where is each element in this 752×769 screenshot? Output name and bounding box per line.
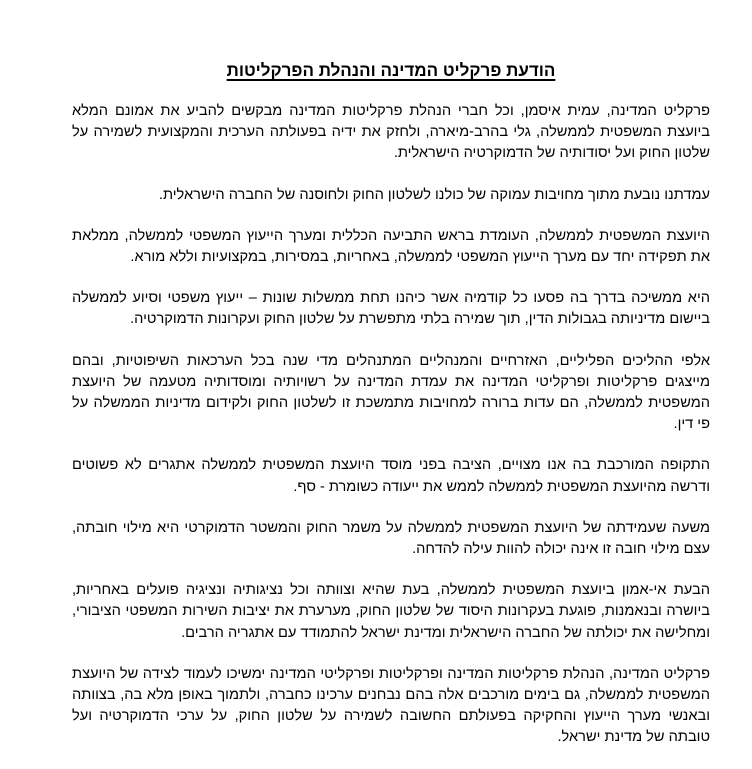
paragraph-no-confidence-harm: הבעת אי-אמון ביועצת המשפטית לממשלה, בעת שהיא וצוותה וכל נציגותיה ונציגיה פועלים באחריות, ביושרה ובנאמנות, פוגעת בעקרונות היסוד של שלטון החוק, מערערת את יציבות השירות המשפטי הציבורי, ומחלישה את יכולתה של החברה הישראלית ומדינת ישראל להתמודד עם אתגריה הרבים. [72,582,710,641]
document-page [72,60,710,769]
paragraph-commitment: עמדתנו נובעת מתוך מחויבות עמוקה של כולנו לשלטון החוק ולחוסנה של החברה הישראלית. [158,186,710,203]
paragraph-complex-period: התקופה המורכבת בה אנו מצויים, הציבה בפני מוסד היועצת המשפטית לממשלה אתגרים לא פשוטים ודרשה מהיועצת המשפטית לממשלה לממש את ייעודה כשומרת - סף. [72,457,710,495]
paragraph-role-of-attorney-general: היועצת המשפטית לממשלה, העומדת בראש התביעה הכללית ומערך הייעוץ המשפטי לממשלה, ממלאת את תפקידה יחד עם מערך הייעוץ המשפטי לממשלה, באחריות, במסירות, במקצועיות וללא מורא. [72,227,710,266]
paragraph-duty-not-grounds-for-dismissal: משעה שעמידתה של היועצת המשפטית לממשלה על משמר החוק והמשטר הדמוקרטי היא מילוי חובתה, עצם מילוי חובה זו אינה יכולה להוות עילה להדחה. [72,519,710,558]
paragraph-legal-proceedings: אלפי ההליכים הפליליים, האזרחיים והמנהליים המתנהלים מדי שנה בכל הערכאות השיפוטיות, ובהם מייצגים פרקליטות ופרקליטי המדינה את עמדת המדינה על רשויותיה ומוסדותיה מטעמה של היועצת המשפטית לממשלה, הם עדות ברורה למחויבות מתמשכת זו לשלטון החוק ולקידום מדיניות הממשלה על פי דין. [72,352,710,433]
document-title: הודעת פרקליט המדינה והנהלת הפרקליטות [226,61,556,80]
paragraph-closing-support: פרקליט המדינה, הנהלת פרקליטות המדינה ופרקליטות ופרקליטי המדינה ימשיכו לעמוד לצידה של היועצת המשפטית לממשלה, גם בימים מורכבים אלה בהם נבחנים ערכינו כחברה, ולתמוך באופן מלא בה, בצוותה ובאנשי מערך הייעוץ והחקיקה בפעולתם החשובה לשמירה על שלטון החוק, על ערכי הדמוקרטיה ועל טובתה של מדינת ישראל. [72,665,710,746]
paragraph-continuing-tradition: היא ממשיכה בדרך בה פסעו כל קודמיה אשר כיהנו תחת ממשלות שונות – ייעוץ משפטי וסיוע לממשלה ביישום מדיניותה בגבולות הדין, תוך שמירה בלתי מתפשרת על שלטון החוק ועקרונות הדמוקרטיה. [72,290,710,328]
paragraph-statement-of-support: פרקליט המדינה, עמית איסמן, וכל חברי הנהלת פרקליטות המדינה מבקשים להביע את אמונם המלא ביועצת המשפטית לממשלה, גלי בהרב-מיארה, ולחזק את ידיה בפעולתה הערכית והמקצועית לשמירה על שלטון החוק ועל יסודותיה של הדמוקרטיה הישראלית. [72,103,710,162]
